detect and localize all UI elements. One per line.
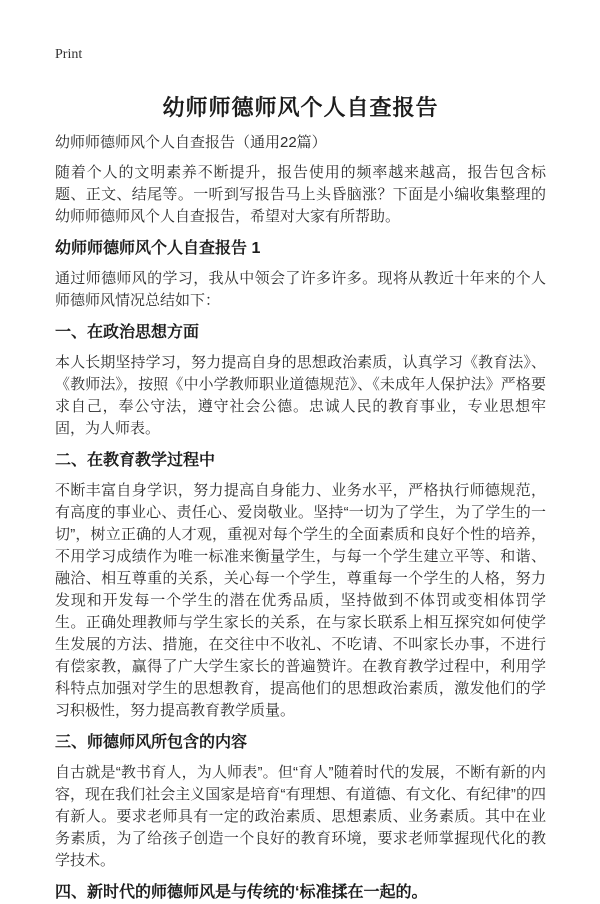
section-political-thought-heading: 一、在政治思想方面 — [55, 324, 200, 341]
section-teaching-process-heading: 二、在教育教学过程中 — [55, 452, 216, 469]
section-ethics-content-paragraph: 自古就是“教书育人，为人师表”。但“育人”随着时代的发展，不断有新的内容，现在我们社会主义国家是培育“有理想、有道德、有文化、有纪律”的四有新人。要求老师具有一定的政治素质、思想素质、业务素质。其中在业务素质，为了给孩子创造一个良好的教育环境，要求老师掌握现代化的教学技术。 — [55, 764, 546, 869]
subtitle: 幼师师德师风个人自查报告（通用22篇） — [55, 134, 327, 151]
section-new-era-heading: 四、新时代的师德师风是与传统的‘标准揉在一起的。 — [55, 884, 428, 901]
intro-paragraph: 随着个人的文明素养不断提升，报告使用的频率越来越高，报告包含标题、正文、结尾等。一听到写报告马上头昏脑涨？下面是小编收集整理的幼师师德师风个人自查报告，希望对大家有所帮助。 — [55, 164, 546, 225]
section-report1-heading: 幼师师德师风个人自查报告 1 — [55, 240, 261, 257]
section-ethics-content-heading: 三、师德师风所包含的内容 — [55, 734, 248, 751]
section-teaching-process-paragraph: 不断丰富自身学识，努力提高自身能力、业务水平，严格执行师德规范，有高度的事业心、责任心、爱岗敬业。坚持“一切为了学生，为了学生的一切”，树立正确的人才观，重视对每个学生的全面素质和良好个性的培养，不用学习成绩作为唯一标准来衡量学生，与每一个学生建立平等、和谐、融洽、相互尊重的关系，关心每一个学生，尊重每一个学生的人格，努力发现和开发每一个学生的潜在优秀品质，坚持做到不体罚或变相体罚学生。正确处理教师与学生家长的关系，在与家长联系上相互探究如何使学生发展的方法、措施，在交往中不收礼、不吃请、不叫家长办事，不进行有偿家教，赢得了广大学生家长的普遍赞许。在教育教学过程中，利用学科特点加强对学生的思想教育，提高他们的思想政治素质，激发他们的学习积极性，努力提高教育教学质量。 — [55, 482, 546, 719]
print-button[interactable]: Print — [55, 47, 83, 62]
section-report1-paragraph: 通过师德师风的学习，我从中领会了许多许多。现将从教近十年来的个人师德师风情况总结如下： — [55, 270, 546, 309]
section-political-thought-paragraph: 本人长期坚持学习，努力提高自身的思想政治素质，认真学习《教育法》、《教师法》，按照《中小学教师职业道德规范》、《未成年人保护法》严格要求自己，奉公守法，遵守社会公德。忠诚人民的教育事业，专业思想牢固，为人师表。 — [55, 354, 546, 437]
page-title: 幼师师德师风个人自查报告 — [162, 95, 439, 120]
